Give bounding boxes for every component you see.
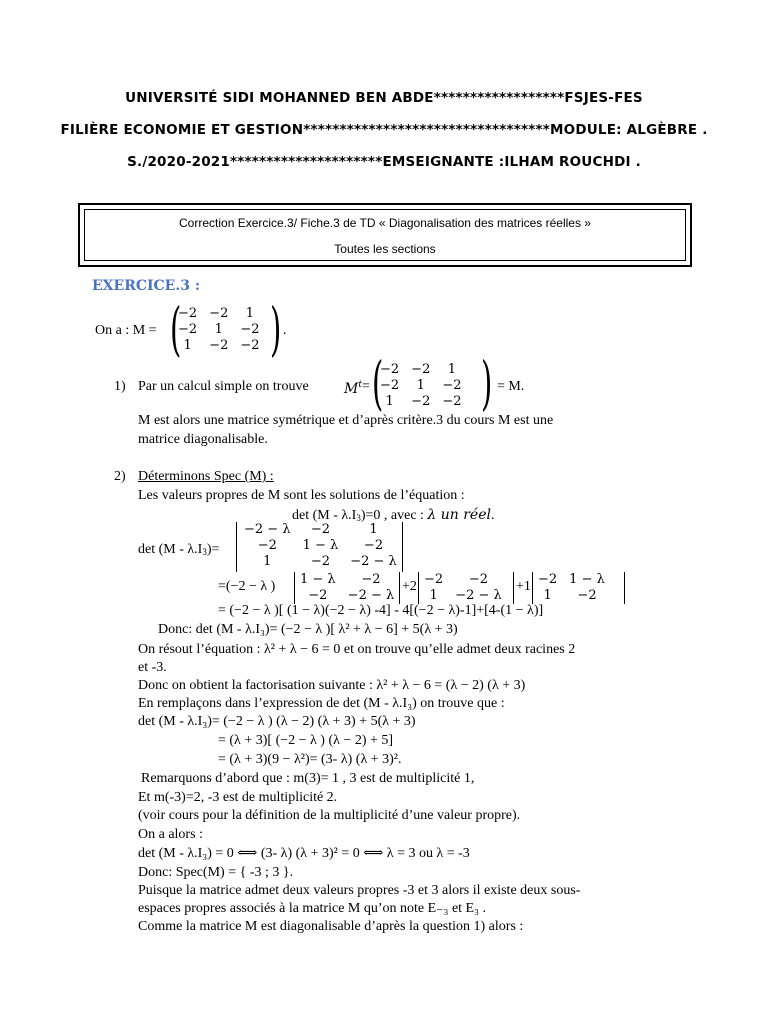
- det-matrix: [238, 522, 403, 570]
- matrix-row: [238, 522, 403, 538]
- rem2: Et m(-3)=2, -3 est de multiplicité 2.: [138, 790, 338, 805]
- matrix-cell: −2: [411, 394, 431, 409]
- matrix-cell: 1: [543, 588, 552, 603]
- matrix-cell: −2: [209, 338, 229, 353]
- matrix-cell: −2: [424, 572, 444, 587]
- matrix-cell: −2: [538, 572, 558, 587]
- matrix-left-paren: (: [170, 295, 182, 363]
- matrix-cell: 1: [369, 522, 378, 537]
- matrix-row: [238, 538, 403, 554]
- matrix-cell: −2: [577, 588, 597, 603]
- matrix-cell: −2: [310, 554, 330, 569]
- q1-mt: [344, 376, 362, 398]
- minor2: [418, 572, 508, 604]
- matrix-cell: 1: [214, 322, 223, 337]
- q1-number: 1): [114, 379, 126, 394]
- resout2: et -3.: [138, 660, 167, 675]
- matrix-row: [532, 572, 611, 588]
- rem3: (voir cours pour la définition de la multiplicité d’une valeur propre).: [138, 808, 521, 823]
- matrix-cell: −2: [380, 378, 400, 393]
- minor3-right-bar: [624, 572, 625, 604]
- matrix-cell: −2: [380, 362, 400, 377]
- matrix-cell: 1: [183, 338, 192, 353]
- matrix-cell: 1: [416, 378, 425, 393]
- matrix-row: [172, 322, 266, 338]
- alors: On a alors :: [138, 827, 203, 842]
- header-teacher: S./2020-2021*********************EMSEIGNANTE :ILHAM ROUCHDI .: [127, 154, 641, 170]
- title-box-line2: Toutes les sections: [334, 242, 436, 256]
- matrix-row: [532, 588, 611, 604]
- q2-title-text: Déterminons Spec (M) :: [138, 469, 274, 484]
- matrix-cell: −2: [468, 572, 489, 587]
- q2-l2d: λ un réel: [427, 507, 491, 523]
- q1-mt-base: M: [344, 381, 359, 397]
- q2-l2a: det (M - λ.I: [292, 508, 357, 523]
- matrix-cell: −2 − λ: [347, 588, 395, 603]
- matrix-cell: −2: [308, 588, 328, 603]
- q2-title: [138, 468, 274, 486]
- q1-right-paren: ): [481, 349, 493, 417]
- matrix-cell: −2: [442, 378, 462, 393]
- matrix-intro: On a : M =: [95, 323, 157, 338]
- equation: det (M - λ.I₃) = 0 ⟺ (3- λ) (λ + 3)² = 0 ⟺ λ = 3 ou λ = -3: [138, 846, 470, 861]
- exp-a: =(−2 − λ ): [218, 579, 276, 594]
- title-box-line1: Correction Exercice.3/ Fiche.3 de TD « Diagonalisation des matrices réelles »: [179, 216, 591, 230]
- det-right-bar: [402, 522, 403, 572]
- exercise-title: EXERCICE.3 :: [92, 278, 201, 294]
- spec: Donc: Spec(M) = { -3 ; 3 }.: [138, 865, 294, 880]
- exp-b: +2: [402, 579, 417, 594]
- det-label-a: det (M - λ.I: [138, 542, 203, 557]
- matrix-cell: −2: [240, 338, 260, 353]
- matrix-row: [374, 394, 468, 410]
- factor: Donc on obtient la factorisation suivante : λ² + λ − 6 = (λ − 2) (λ + 3): [138, 678, 526, 693]
- matrix-cell: −2: [442, 394, 462, 409]
- matrix-cell: −2 − λ: [455, 588, 502, 603]
- minor1-right-bar: [399, 572, 400, 604]
- matrix-row: [374, 378, 468, 394]
- title-box: [78, 203, 692, 267]
- matrix-end: .: [283, 323, 287, 338]
- matrix-row: [172, 338, 266, 354]
- matrix-cell: 1: [447, 362, 457, 377]
- q1-mt-eq: =: [362, 379, 370, 394]
- q1-mt-sup: t: [358, 380, 362, 390]
- exp-c: +1: [516, 579, 531, 594]
- exp-line: = (−2 − λ )[ (1 − λ)(−2 − λ) -4] - 4[(−2 − λ)-1]+[4-(1 − λ)]: [218, 603, 544, 618]
- matrix-cell: 1: [385, 394, 394, 409]
- matrix-row: [238, 554, 403, 570]
- puisque2: espaces propres associés à la matrice M qu’on note E₋₃ et E₃ .: [138, 901, 486, 916]
- puisque1: Puisque la matrice admet deux valeurs propres -3 et 3 alors il existe deux sous-: [138, 883, 581, 898]
- matrix-cell: −2: [178, 306, 198, 321]
- det-left-bar: [236, 522, 237, 572]
- matrix-cell: −2: [363, 538, 384, 553]
- matrix-cell: −2: [240, 322, 260, 337]
- matrix-row: [294, 572, 400, 588]
- remplace: En remplaçons dans l’expression de det (M - λ.I₃) on trouve que :: [138, 696, 505, 711]
- matrix-cell: −2: [310, 522, 330, 537]
- q2-number: 2): [114, 469, 126, 484]
- resout: On résout l’équation : λ² + λ − 6 = 0 et on trouve qu’elle admet deux racines 2: [138, 642, 576, 657]
- rem1: Remarquons d’abord que : m(3)= 1 , 3 est de multiplicité 1,: [141, 771, 475, 786]
- matrix-cell: 1 − λ: [300, 572, 336, 587]
- matrix-cell: 1 − λ: [569, 572, 605, 587]
- matrix-cell: −2: [178, 322, 198, 337]
- minor3: [532, 572, 611, 604]
- q1-eq-M: = M.: [497, 379, 525, 394]
- matrix-cell: 1 − λ: [302, 538, 339, 553]
- q1-text: Par un calcul simple on trouve: [138, 379, 309, 394]
- det-d2: = (λ + 3)[ (−2 − λ ) (λ − 2) + 5]: [218, 733, 394, 748]
- matrix-cell: 1: [429, 588, 438, 603]
- title-box-inner: [84, 209, 686, 261]
- matrix-cell: −2: [209, 306, 229, 321]
- q2-l2c: )=0 , avec :: [360, 508, 424, 523]
- matrix-row: [418, 572, 508, 588]
- minor2-right-bar: [513, 572, 514, 604]
- q2-l2b: 3: [356, 513, 361, 523]
- matrix-cell: −2: [361, 572, 381, 587]
- q2-l2e: .: [490, 508, 495, 523]
- det-label: [138, 541, 219, 561]
- donc1: Donc: det (M - λ.I₃)= (−2 − λ )[ λ² + λ − 6] + 5(λ + 3): [158, 622, 458, 637]
- matrix-cell: −2 − λ: [350, 554, 397, 569]
- q2-l1: Les valeurs propres de M sont les solutions de l’équation :: [138, 488, 465, 503]
- matrix-cell: −2: [411, 362, 431, 377]
- matrix-cell: −2 − λ: [244, 522, 291, 537]
- matrix-M: [172, 306, 266, 354]
- matrix-cell: 1: [245, 306, 255, 321]
- det-label-sub: 3: [202, 547, 207, 557]
- minor1: [294, 572, 400, 604]
- matrix-row: [172, 306, 266, 322]
- header-university: UNIVERSITÉ SIDI MOHANNED BEN ABDE******************FSJES-FES: [125, 90, 643, 106]
- header-program: FILIÈRE ECONOMIE ET GESTION**********************************MODULE: ALGÈBRE .: [60, 122, 708, 138]
- q1-line3: matrice diagonalisable.: [138, 432, 268, 447]
- matrix-Mt: [374, 362, 468, 410]
- matrix-row: [374, 362, 468, 378]
- det-label-end: )=: [206, 542, 220, 557]
- matrix-cell: −2: [257, 538, 277, 553]
- q1-line2: M est alors une matrice symétrique et d’après critère.3 du cours M est une: [138, 413, 554, 428]
- matrix-cell: 1: [263, 554, 272, 569]
- q1-left-paren: (: [372, 349, 384, 417]
- matrix-right-paren: ): [270, 295, 282, 363]
- det-d3: = (λ + 3)(9 − λ²)= (3- λ) (λ + 3)².: [218, 752, 402, 767]
- comme: Comme la matrice M est diagonalisable d’après la question 1) alors :: [138, 919, 524, 934]
- det-d1: det (M - λ.I₃)= (−2 − λ ) (λ − 2) (λ + 3) + 5(λ + 3): [138, 714, 416, 729]
